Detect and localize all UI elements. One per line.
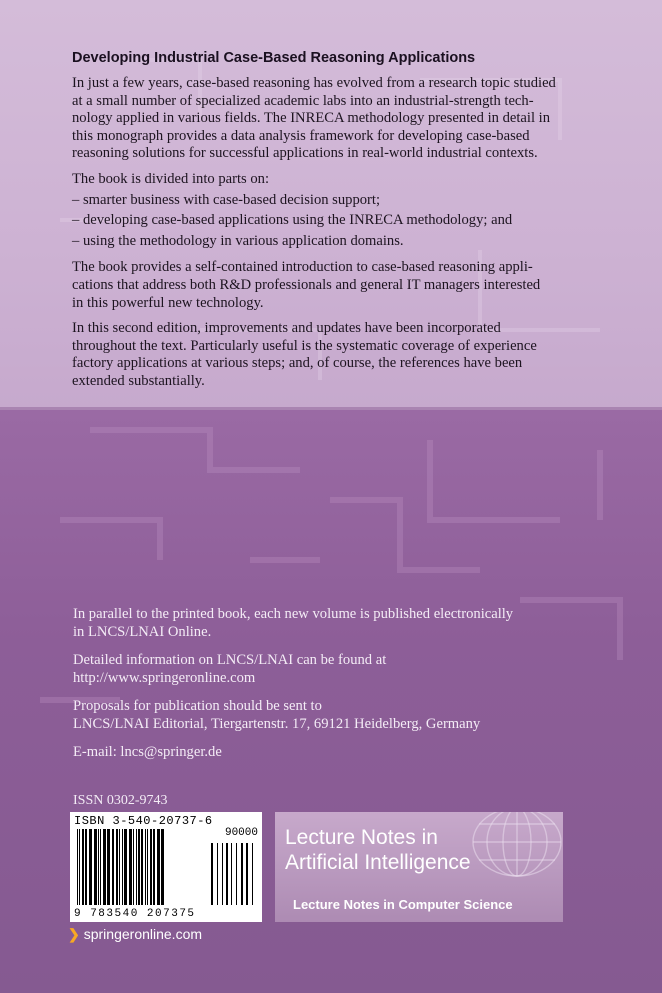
barcode-bar xyxy=(122,829,123,905)
parts-list-item: – developing case-based applications using the INRECA methodology; and xyxy=(72,212,513,229)
barcode-bar xyxy=(94,829,97,905)
barcode-bar xyxy=(116,829,118,905)
parts-list-item: – smarter business with case-based decision support; xyxy=(72,191,381,208)
barcode-addon-bar xyxy=(217,843,218,905)
barcode-bar xyxy=(112,829,114,905)
barcode-bar xyxy=(119,829,120,905)
barcode-bar xyxy=(150,829,152,905)
barcode-bar xyxy=(124,829,127,905)
barcode-addon-bar xyxy=(211,843,213,905)
intro-paragraph: In just a few years, case-based reasoning has evolved from a research topic studied at a small number of specialized academic labs into an industrial-strength tech- nology applied in various fields. The INRECA methodology presented in detail in this monograph provides a data analysis framework for developing case-based reasoning solutions for successful applications in real-world industrial contexts. xyxy=(72,75,556,162)
email-contact[interactable]: E-mail: lncs@springer.de xyxy=(73,744,222,760)
parts-list-item: – using the methodology in various application domains. xyxy=(72,232,404,249)
series-title-line2: Artificial Intelligence xyxy=(285,851,471,874)
barcode-bar xyxy=(161,829,164,905)
barcode-addon-bar xyxy=(236,843,237,905)
series-title-line1: Lecture Notes in xyxy=(285,826,438,849)
barcode-bar xyxy=(133,829,134,905)
barcode-bar xyxy=(82,829,84,905)
springer-link[interactable]: http://www.springeronline.com xyxy=(73,670,256,686)
barcode-bar xyxy=(136,829,137,905)
barcode-bar xyxy=(77,829,78,905)
springer-url[interactable]: ❯ springeronline.com xyxy=(68,926,203,942)
barcode-addon-bar xyxy=(252,843,253,905)
globe-grid-icon xyxy=(457,812,563,886)
barcode-addon-bar xyxy=(231,843,232,905)
chevron-right-icon: ❯ xyxy=(68,926,80,942)
online-note: In parallel to the printed book, each new volume is published electronically in LNCS/LNAI Online. xyxy=(73,606,514,640)
barcode-bar xyxy=(98,829,99,905)
barcode-bar xyxy=(153,829,155,905)
issn-number: ISSN 0302-9743 xyxy=(73,793,168,808)
ean-number: 9 783540 207375 xyxy=(74,908,196,920)
barcode-bar xyxy=(141,829,143,905)
audience-paragraph: The book provides a self-contained introduction to case-based reasoning appli- cations that address both R&D professionals and general IT managers interested in this powerful new technology. xyxy=(72,259,541,311)
barcode-addon: 90000 xyxy=(224,827,258,839)
parts-intro: The book is divided into parts on: xyxy=(72,170,269,187)
barcode-bar xyxy=(103,829,106,905)
barcode-bar xyxy=(147,829,148,905)
back-cover-description xyxy=(72,50,612,399)
book-heading: Developing Industrial Case-Based Reasoning Applications xyxy=(72,50,476,66)
barcode-bar xyxy=(138,829,140,905)
isbn-barcode xyxy=(70,812,262,922)
detail-note: Detailed information on LNCS/LNAI can be found at http://www.springeronline.com xyxy=(73,652,387,686)
series-subtitle: Lecture Notes in Computer Science xyxy=(293,897,513,912)
barcode-bar xyxy=(100,829,101,905)
barcode-bar xyxy=(157,829,160,905)
barcode-bar xyxy=(129,829,132,905)
barcode-addon-bar xyxy=(222,843,223,905)
barcode-addon-bar xyxy=(246,843,248,905)
publication-info xyxy=(73,605,613,771)
barcode-bar xyxy=(89,829,92,905)
barcode-bar xyxy=(85,829,87,905)
barcode-bar xyxy=(145,829,146,905)
barcode-bar xyxy=(79,829,80,905)
barcode-addon-bar xyxy=(241,843,243,905)
barcode-addon-bar xyxy=(226,843,228,905)
series-logo xyxy=(275,812,563,922)
isbn-label: ISBN 3-540-20737-6 xyxy=(74,814,213,828)
edition-paragraph: In this second edition, improvements and updates have been incorporated throughout the text. Particularly useful is the systematic coverage of experience factory applications at various steps; and, of course, the references have been extended substantially. xyxy=(72,320,537,389)
barcode-bar xyxy=(107,829,110,905)
proposal-note: Proposals for publication should be sent to LNCS/LNAI Editorial, Tiergartenstr. 17, 69121 Heidelberg, Germany xyxy=(73,698,481,732)
